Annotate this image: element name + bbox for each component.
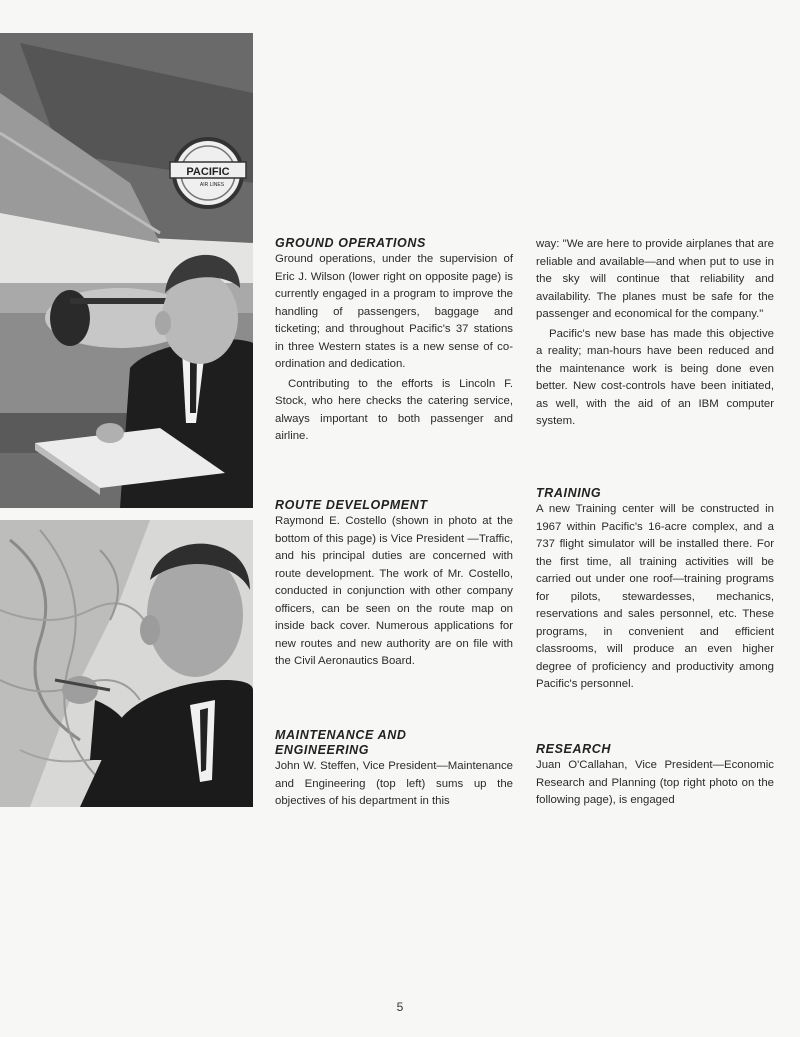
ground-operations-paragraph-1: Ground operations, under the supervision of Eric J. Wilson (lower right on opposite page) is currently engaged in a program to improve the handling of passengers, baggage and ticketing; and throughout Pacific's 37 stations in three Western states is a new sense of co-ordination and dedication. <box>275 253 513 370</box>
section-maintenance-continued <box>536 236 774 431</box>
maintenance-heading-line2: ENGINEERING <box>275 743 370 757</box>
logo-subtext: AIR LINES <box>199 182 225 188</box>
pacific-logo <box>170 139 246 207</box>
training-paragraph: A new Training center will be constructed in 1967 within Pacific's 16-acre complex, and a 737 flight simulator will be installed there. For the first time, all training activities will be carried out under one roof—training programs for pilots, stewardesses, mechanics, reservations and sales personnel, etc. These programs, in convenient and efficient classrooms, will produce an even higher degree of proficiency and productivity among Pacific's personnel. <box>536 503 774 690</box>
research-heading: RESEARCH <box>536 742 611 756</box>
page-number: 5 <box>396 1000 404 1014</box>
photo-man-with-relief-map <box>0 520 253 807</box>
photo-bottom-illustration <box>0 520 253 807</box>
maintenance-continued-paragraph-1: way: "We are here to provide airplanes that are reliable and available—and when put to use in the sky will continue that reliability and availability. The planes must be safe for the passenger and economical for the company." <box>536 238 774 320</box>
section-maintenance-engineering <box>275 728 513 811</box>
section-route-development <box>275 498 513 671</box>
photo-man-with-clipboard <box>0 33 253 508</box>
ground-operations-paragraph-2: Contributing to the efforts is Lincoln F. Stock, who here checks the catering service, always important to both passenger and airline. <box>275 377 513 442</box>
photo-top-illustration <box>0 33 253 508</box>
research-paragraph: Juan O'Callahan, Vice President—Economic Research and Planning (top right photo on the following page), is engaged <box>536 759 774 806</box>
route-development-heading: ROUTE DEVELOPMENT <box>275 498 428 512</box>
maintenance-heading <box>275 728 513 758</box>
route-development-paragraph: Raymond E. Costello (shown in photo at the bottom of this page) is Vice President —Traffic, and his principal duties are concerned with route development. The work of Mr. Costello, conducted in conjunction with other company officers, can be seen on the route map on inside back cover. Numerous applications for new routes and new authority are on file with the Civil Aeronautics Board. <box>275 515 513 667</box>
maintenance-paragraph: John W. Steffen, Vice President—Maintenance and Engineering (top left) sums up the objectives of his department in this <box>275 760 513 807</box>
logo-text: PACIFIC <box>186 166 230 178</box>
maintenance-continued-paragraph-2: Pacific's new base has made this objective a reality; man-hours have been reduced and the maintenance work is being done even better. New cost-controls have been initiated, as well, with the aid of an IBM computer system. <box>536 327 774 427</box>
section-ground-operations <box>275 236 513 446</box>
maintenance-heading-line1: MAINTENANCE AND <box>275 728 407 742</box>
section-training <box>536 486 774 694</box>
ground-operations-heading: GROUND OPERATIONS <box>275 236 426 250</box>
section-research <box>536 742 774 810</box>
training-heading: TRAINING <box>536 486 602 500</box>
